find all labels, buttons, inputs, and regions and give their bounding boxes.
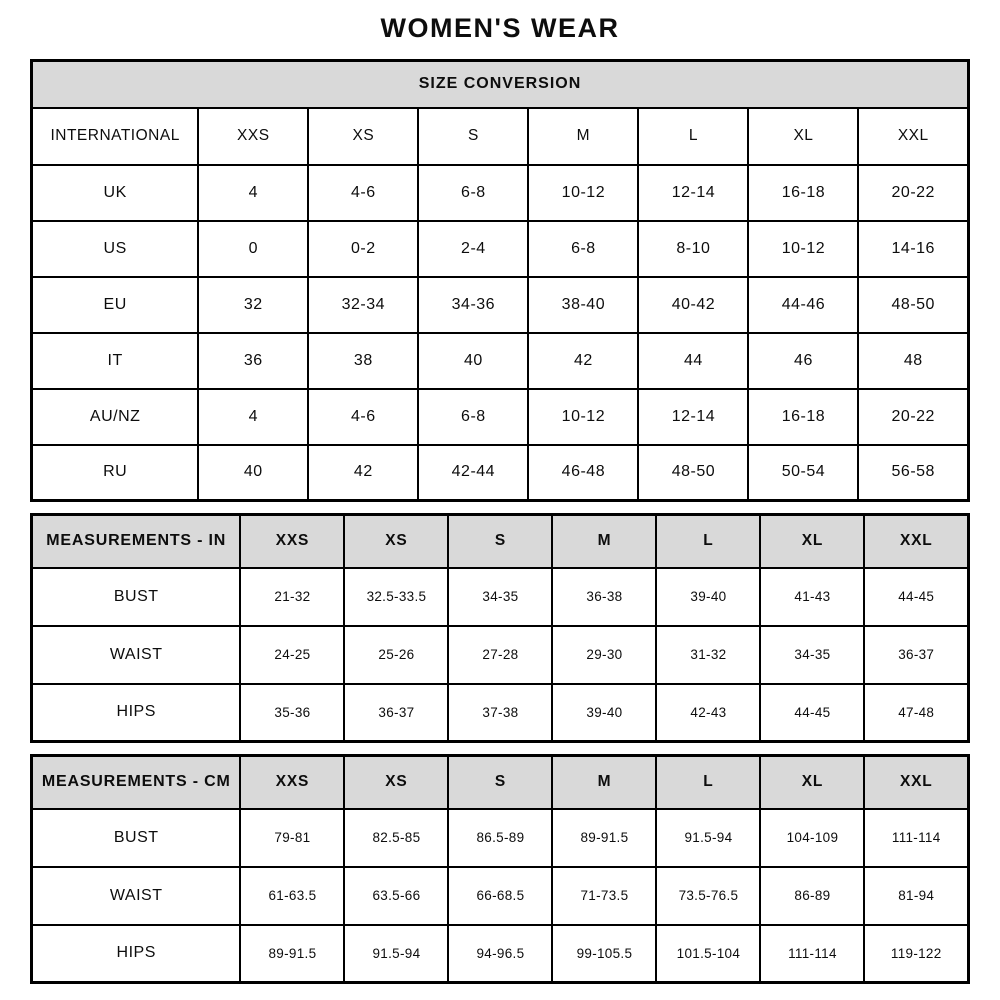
table-cell: 0 [198,221,308,277]
table-cell: 10-12 [748,221,858,277]
table-cell: 119-122 [864,925,968,983]
table-cell: 21-32 [240,568,344,626]
row-label: RU [32,445,199,501]
table-row-bust-in [32,568,969,626]
row-label: EU [32,277,199,333]
table-cell: 86-89 [760,867,864,925]
table-cell: 24-25 [240,626,344,684]
size-header-xxs: XXS [240,756,344,809]
table-cell: 91.5-94 [344,925,448,983]
size-conversion-table [30,59,970,502]
table-cell: 25-26 [344,626,448,684]
table-cell: 4 [198,165,308,221]
table-cell: 6-8 [528,221,638,277]
table-cell: 89-91.5 [240,925,344,983]
row-label: HIPS [32,684,241,742]
row-label: HIPS [32,925,241,983]
measurements-cm-header-row [32,756,969,809]
table-cell: 36 [198,333,308,389]
table-cell: 42-43 [656,684,760,742]
table-row-bust-cm [32,809,969,867]
table-row-waist-in [32,626,969,684]
table-cell: 32 [198,277,308,333]
table-cell: 38-40 [528,277,638,333]
table-cell: 48 [858,333,968,389]
size-header-l: L [656,515,760,568]
page-title: WOMEN'S WEAR [380,13,620,43]
table-cell: 44 [638,333,748,389]
table-cell: 10-12 [528,389,638,445]
table-row-eu [32,277,969,333]
table-cell: 36-38 [552,568,656,626]
size-header-m: M [552,515,656,568]
table-cell: 12-14 [638,165,748,221]
measurements-in-table [30,513,970,743]
table-cell: 40-42 [638,277,748,333]
table-cell: 61-63.5 [240,867,344,925]
table-cell: 32.5-33.5 [344,568,448,626]
col-header-s: S [418,108,528,165]
table-cell: 44-45 [864,568,968,626]
table-cell: 40 [198,445,308,501]
table-cell: 71-73.5 [552,867,656,925]
table-cell: 91.5-94 [656,809,760,867]
size-header-s: S [448,756,552,809]
table-cell: 101.5-104 [656,925,760,983]
table-row-hips-cm [32,925,969,983]
table-cell: 81-94 [864,867,968,925]
table-cell: 4 [198,389,308,445]
table-row-waist-cm [32,867,969,925]
table-cell: 42 [528,333,638,389]
table-cell: 16-18 [748,165,858,221]
row-label: AU/NZ [32,389,199,445]
table-cell: 89-91.5 [552,809,656,867]
col-header-xxs: XXS [198,108,308,165]
table-cell: 41-43 [760,568,864,626]
measurements-in-header-row [32,515,969,568]
size-header-xl: XL [760,756,864,809]
table-cell: 111-114 [864,809,968,867]
table-cell: 16-18 [748,389,858,445]
table-row-hips-in [32,684,969,742]
row-label: BUST [32,809,241,867]
table-cell: 29-30 [552,626,656,684]
col-header-xl: XL [748,108,858,165]
table-row-ru [32,445,969,501]
table-cell: 40 [418,333,528,389]
table-cell: 38 [308,333,418,389]
size-conversion-header-row [32,61,969,108]
table-cell: 6-8 [418,389,528,445]
table-cell: 99-105.5 [552,925,656,983]
table-cell: 73.5-76.5 [656,867,760,925]
table-cell: 82.5-85 [344,809,448,867]
table-cell: 111-114 [760,925,864,983]
col-header-xxl: XXL [858,108,968,165]
table-cell: 50-54 [748,445,858,501]
table-cell: 79-81 [240,809,344,867]
table-cell: 31-32 [656,626,760,684]
size-conversion-title: SIZE CONVERSION [32,61,969,108]
table-cell: 6-8 [418,165,528,221]
table-cell: 37-38 [448,684,552,742]
row-label: UK [32,165,199,221]
table-cell: 20-22 [858,165,968,221]
size-header-s: S [448,515,552,568]
col-header-xs: XS [308,108,418,165]
table-cell: 39-40 [656,568,760,626]
size-header-xl: XL [760,515,864,568]
table-cell: 8-10 [638,221,748,277]
table-row-it [32,333,969,389]
table-cell: 56-58 [858,445,968,501]
table-cell: 46 [748,333,858,389]
table-cell: 27-28 [448,626,552,684]
measurements-cm-table [30,754,970,984]
table-cell: 14-16 [858,221,968,277]
size-header-xxs: XXS [240,515,344,568]
table-cell: 36-37 [344,684,448,742]
table-cell: 32-34 [308,277,418,333]
table-cell: 104-109 [760,809,864,867]
col-header-m: M [528,108,638,165]
table-cell: 66-68.5 [448,867,552,925]
table-cell: 34-35 [448,568,552,626]
row-label: US [32,221,199,277]
table-cell: 48-50 [858,277,968,333]
table-cell: 48-50 [638,445,748,501]
measurements-in-title: MEASUREMENTS - IN [32,515,241,568]
row-label: IT [32,333,199,389]
table-row-uk [32,165,969,221]
table-cell: 63.5-66 [344,867,448,925]
table-cell: 42-44 [418,445,528,501]
table-cell: 4-6 [308,389,418,445]
table-cell: 12-14 [638,389,748,445]
size-header-xs: XS [344,756,448,809]
measurements-cm-title: MEASUREMENTS - CM [32,756,241,809]
table-cell: 34-36 [418,277,528,333]
table-cell: 2-4 [418,221,528,277]
size-header-xxl: XXL [864,515,968,568]
table-cell: 35-36 [240,684,344,742]
table-cell: 44-45 [760,684,864,742]
table-row-us [32,221,969,277]
table-cell: 4-6 [308,165,418,221]
col-header-international: INTERNATIONAL [32,108,199,165]
table-cell: 39-40 [552,684,656,742]
row-label: WAIST [32,626,241,684]
table-cell: 44-46 [748,277,858,333]
table-cell: 47-48 [864,684,968,742]
table-cell: 10-12 [528,165,638,221]
size-header-xxl: XXL [864,756,968,809]
table-cell: 0-2 [308,221,418,277]
table-cell: 36-37 [864,626,968,684]
size-header-m: M [552,756,656,809]
international-sizes-row [32,108,969,165]
table-cell: 46-48 [528,445,638,501]
row-label: WAIST [32,867,241,925]
table-cell: 94-96.5 [448,925,552,983]
table-cell: 34-35 [760,626,864,684]
table-cell: 86.5-89 [448,809,552,867]
size-header-l: L [656,756,760,809]
col-header-l: L [638,108,748,165]
table-row-aunz [32,389,969,445]
size-header-xs: XS [344,515,448,568]
row-label: BUST [32,568,241,626]
table-cell: 20-22 [858,389,968,445]
table-cell: 42 [308,445,418,501]
